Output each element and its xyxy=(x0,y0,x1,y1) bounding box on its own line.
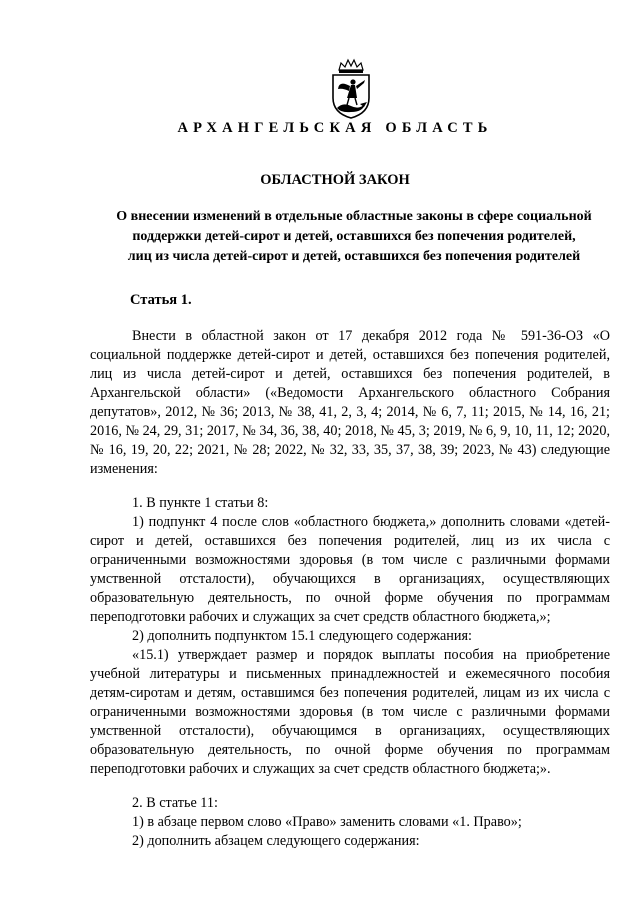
coat-of-arms-icon xyxy=(327,58,375,120)
law-title-line: лиц из числа детей-сирот и детей, оставшихся без попечения родителей xyxy=(127,249,581,264)
paragraph: 2) дополнить абзацем следующего содержания: xyxy=(132,833,420,849)
paragraph: Внести в областной закон от 17 декабря 2012 года № 591-36-ОЗ «О социальной поддержке детей-сирот и детей, оставшихся без попечения родителей, лиц из числа детей-сирот и детей, оставшихся без попечения родителей, в Архангельской области» («Ведомости Архангельского областного Собрания депутатов», 2012, № 36; 2013, № 38, 41, 2, 3, 4; 2014, № 6, 7, 11; 2015, № 14, 16, 21; 2016, № 24, 29, 31; 2017, № 34, 36, 38, 40; 2018, № 45, 3; 2019, № 6, 9, 10, 11, 12; 2020, № 16, 19, 20, 22; 2021, № 28; 2022, № 32, 33, 35, 37, 38, 39; 2023, № 43) следующие изменения: xyxy=(90,328,610,477)
paragraph: 1) подпункт 4 после слов «областного бюджета,» дополнить словами «детей-сирот и детей, оставшихся без попечения родителей, лиц из их числа с ограниченными возможностями здоровья (в том числе с различными формами умственной отсталости), обучающихся в организациях, осуществляющих образовательную деятельность, по очной форме обучения по программам переподготовки рабочих и служащих за счет средств областного бюджета,»; xyxy=(90,514,610,625)
law-title xyxy=(88,207,620,267)
paragraph: 1) в абзаце первом слово «Право» заменить словами «1. Право»; xyxy=(132,814,522,830)
article-body xyxy=(90,327,610,851)
law-title-line: поддержки детей-сирот и детей, оставшихся без попечения родителей, xyxy=(132,229,576,244)
paragraph: «15.1) утверждает размер и порядок выплаты пособия на приобретение учебной литературы и письменных принадлежностей и ежемесячного пособия детям-сиротам и детям, оставшимся без попечения родителей, лицам из их числа с ограниченными возможностями здоровья (в том числе с различными формами умственной отсталости), обучающимся в организациях, осуществляющих образовательную деятельность, по очной форме обучения по программам переподготовки рабочих и служащих за счет средств областного бюджета;». xyxy=(90,647,610,777)
law-title-line: О внесении изменений в отдельные областные законы в сфере социальной xyxy=(116,209,592,224)
paragraph: 1. В пункте 1 статьи 8: xyxy=(132,495,269,511)
region-name: АРХАНГЕЛЬСКАЯ ОБЛАСТЬ xyxy=(177,120,493,136)
paragraph: 2. В статье 11: xyxy=(132,795,218,811)
paragraph: 2) дополнить подпунктом 15.1 следующего содержания: xyxy=(132,628,472,644)
law-type: ОБЛАСТНОЙ ЗАКОН xyxy=(260,172,410,188)
article-heading: Статья 1. xyxy=(130,292,192,308)
